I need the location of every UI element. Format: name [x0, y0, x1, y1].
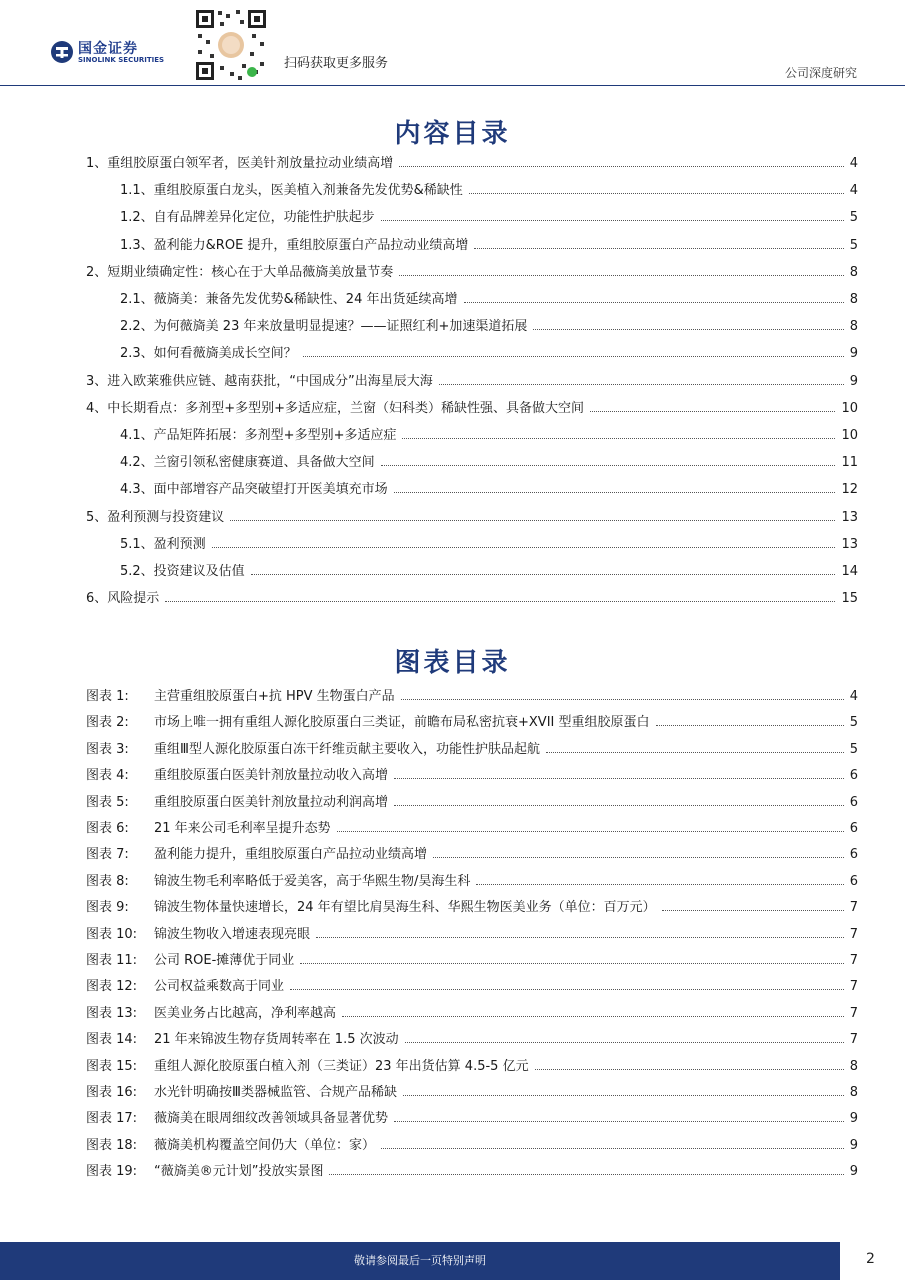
toc-entry-page: 8 [849, 319, 858, 335]
dot-leader [337, 831, 844, 832]
sinolink-logo-icon [50, 40, 74, 64]
figure-title: 水光针明确按Ⅲ类器械监管、合规产品稀缺 [154, 1085, 397, 1100]
toc-entry-title: 5.2、投资建议及估值 [120, 564, 245, 579]
dot-leader [476, 884, 843, 885]
figure-title: 盈利能力提升，重组胶原蛋白产品拉动业绩高增 [154, 847, 428, 863]
figure-page: 6 [849, 794, 858, 810]
figure-entry[interactable] [86, 1163, 858, 1181]
figure-number: 图表 8: [86, 873, 129, 889]
figure-page: 8 [849, 1085, 858, 1100]
dot-leader [251, 574, 836, 575]
dot-leader [401, 699, 844, 700]
toc-entry-title: 3、进入欧莱雅供应链、越南获批，“中国成分”出海星辰大海 [86, 373, 433, 389]
figure-page: 9 [849, 1137, 858, 1153]
figure-entry[interactable] [86, 688, 858, 706]
figure-number: 图表 13: [86, 1005, 138, 1021]
figure-number: 图表 3: [86, 741, 129, 757]
dot-leader [405, 1042, 844, 1043]
dot-leader [381, 220, 844, 221]
dot-leader [329, 1174, 843, 1175]
toc-entry-page: 11 [841, 455, 858, 471]
dot-leader [439, 384, 844, 385]
dot-leader [290, 989, 844, 990]
figure-page: 6 [849, 768, 858, 784]
report-type-label: 公司深度研究 [784, 66, 857, 80]
toc-entry-title: 4.2、兰窗引领私密健康赛道、具备做大空间 [120, 455, 375, 471]
figure-entry[interactable] [86, 1137, 858, 1155]
dot-leader [433, 857, 844, 858]
figure-page: 6 [849, 873, 858, 889]
brand-name-cn: 国金证券 [78, 41, 138, 57]
figure-title: 公司 ROE-摊薄优于同业 [154, 953, 295, 968]
toc-entry-title: 1.1、重组胶原蛋白龙头，医美植入剂兼备先发优势&稀缺性 [120, 183, 463, 199]
toc-entry[interactable] [120, 209, 858, 227]
dot-leader [474, 248, 843, 249]
toc-entry[interactable] [120, 182, 858, 200]
figure-entry[interactable] [86, 1005, 858, 1023]
figure-entry[interactable] [86, 1110, 858, 1128]
toc-entry-page: 15 [841, 591, 858, 607]
dot-leader [230, 520, 835, 521]
dot-leader [394, 492, 836, 493]
dot-leader [403, 1095, 844, 1096]
figure-number: 图表 16: [86, 1085, 138, 1100]
dot-leader [533, 329, 843, 330]
figure-entry[interactable] [86, 1058, 858, 1076]
toc-entry-page: 10 [841, 428, 858, 443]
dot-leader [546, 752, 844, 753]
toc-entry[interactable] [120, 427, 858, 445]
qr-caption: 扫码获取更多服务 [284, 56, 389, 71]
figure-number: 图表 9: [86, 900, 129, 916]
figure-title: 锦波生物体量快速增长，24 年有望比肩昊海生科、华熙生物医美业务（单位：百万元） [154, 900, 656, 916]
toc-entry-title: 4.3、面中部增容产品突破望打开医美填充市场 [120, 482, 388, 498]
figure-entry[interactable] [86, 767, 858, 785]
dot-leader [381, 465, 836, 466]
figure-number: 图表 4: [86, 768, 129, 784]
figure-entry[interactable] [86, 873, 858, 891]
figure-entry[interactable] [86, 899, 858, 917]
page-footer [0, 1242, 905, 1280]
figure-entry[interactable] [86, 978, 858, 996]
figure-entry[interactable] [86, 952, 858, 970]
toc-entry-title: 1、重组胶原蛋白领军者，医美针剂放量拉动业绩高增 [86, 156, 394, 171]
dot-leader [300, 963, 843, 964]
dot-leader [399, 275, 843, 276]
figure-title: 医美业务占比越高，净利率越高 [154, 1005, 337, 1021]
figure-title: 主营重组胶原蛋白+抗 HPV 生物蛋白产品 [154, 689, 395, 704]
figure-number: 图表 17: [86, 1111, 138, 1127]
toc-entry-title: 1.3、盈利能力&ROE 提升，重组胶原蛋白产品拉动业绩高增 [120, 237, 469, 253]
figure-number: 图表 10: [86, 926, 138, 942]
toc-entry-page: 5 [849, 237, 858, 253]
toc-entry-page: 14 [841, 564, 858, 579]
dot-leader [662, 910, 844, 911]
figure-page: 4 [849, 689, 858, 704]
figures-title: 图表目录 [394, 648, 511, 678]
brand-name-en: SINOLINK SECURITIES [78, 56, 165, 64]
figure-entry[interactable] [86, 926, 858, 944]
toc-entry-page: 8 [849, 264, 858, 280]
toc-entry[interactable] [86, 155, 858, 173]
brand-logo [50, 38, 180, 68]
toc-entry[interactable] [120, 291, 858, 309]
toc-entry[interactable] [86, 590, 858, 608]
figure-number: 图表 1: [86, 689, 129, 704]
toc-entry-title: 4.1、产品矩阵拓展：多剂型+多型别+多适应症 [120, 428, 397, 443]
dot-leader [316, 937, 844, 938]
toc-entry-page: 10 [841, 400, 858, 416]
toc-entry-page: 5 [849, 210, 858, 226]
figure-title: 锦波生物收入增速表现亮眼 [154, 926, 311, 942]
figure-title: 21 年来公司毛利率呈提升态势 [154, 821, 331, 836]
page-number: 2 [866, 1251, 875, 1267]
toc-entry-page: 4 [849, 156, 858, 171]
figure-title: 锦波生物毛利率略低于爱美客，高于华熙生物/昊海生科 [154, 873, 471, 889]
figure-title: 重组胶原蛋白医美针剂放量拉动收入高增 [154, 768, 389, 784]
toc-entry[interactable] [86, 509, 858, 527]
figure-number: 图表 15: [86, 1058, 138, 1074]
toc-entry[interactable] [120, 237, 858, 255]
figure-entry[interactable] [86, 714, 858, 732]
figure-title: “薇旖美®元计划”投放实景图 [154, 1164, 324, 1180]
toc-entry[interactable] [86, 400, 858, 418]
toc-entry-title: 2、短期业绩确定性：核心在于大单品薇旖美放量节奏 [86, 264, 394, 280]
dot-leader [656, 725, 844, 726]
figure-page: 8 [849, 1058, 858, 1074]
toc-entry-title: 6、风险提示 [86, 591, 160, 607]
toc-entry[interactable] [120, 345, 858, 363]
dot-leader [303, 356, 844, 357]
dot-leader [464, 302, 844, 303]
figure-page: 6 [849, 847, 858, 863]
qr-code-icon[interactable] [194, 8, 268, 82]
figure-page: 9 [849, 1164, 858, 1180]
toc-entry-page: 8 [849, 292, 858, 307]
figure-number: 图表 14: [86, 1032, 138, 1048]
dot-leader [342, 1016, 844, 1017]
figure-number: 图表 7: [86, 847, 129, 863]
toc-entry[interactable] [120, 563, 858, 581]
toc-entry[interactable] [86, 373, 858, 391]
toc-entry[interactable] [120, 536, 858, 554]
toc-entry-title: 5、盈利预测与投资建议 [86, 509, 225, 525]
figure-page: 7 [849, 900, 858, 916]
toc-entry[interactable] [120, 454, 858, 472]
toc-entry-title: 2.2、为何薇旖美 23 年来放量明显提速？——证照红利+加速渠道拓展 [120, 319, 528, 335]
toc-entry[interactable] [120, 318, 858, 336]
dot-leader [394, 778, 844, 779]
figure-number: 图表 6: [86, 821, 129, 836]
figure-page: 7 [849, 979, 858, 995]
figure-page: 7 [849, 926, 858, 942]
figure-page: 6 [849, 821, 858, 836]
toc-entry-page: 13 [841, 536, 858, 552]
toc-entry[interactable] [120, 481, 858, 499]
figure-entry[interactable] [86, 1084, 858, 1102]
dot-leader [394, 805, 844, 806]
figure-entry[interactable] [86, 846, 858, 864]
toc-entry-title: 4、中长期看点：多剂型+多型别+多适应症，兰窗（妇科类）稀缺性强、具备做大空间 [86, 400, 585, 416]
figure-title: 薇旖美在眼周细纹改善领域具备显著优势 [154, 1111, 389, 1127]
dot-leader [381, 1148, 844, 1149]
figure-title: 重组胶原蛋白医美针剂放量拉动利润高增 [154, 794, 389, 810]
figure-page: 5 [849, 741, 858, 757]
figure-title: 薇旖美机构覆盖空间仍大（单位：家） [154, 1137, 376, 1153]
figure-page: 9 [849, 1111, 858, 1127]
figure-entry[interactable] [86, 820, 858, 838]
dot-leader [212, 547, 836, 548]
figure-page: 5 [849, 715, 858, 731]
toc-entry[interactable] [86, 264, 858, 282]
toc-entry-page: 12 [841, 482, 858, 498]
dot-leader [165, 601, 835, 602]
page-header [0, 0, 905, 86]
dot-leader [590, 411, 835, 412]
figure-page: 7 [849, 953, 858, 968]
toc-entry-title: 2.1、薇旖美：兼备先发优势&稀缺性、24 年出货延续高增 [120, 292, 458, 307]
figure-title: 21 年来锦波生物存货周转率在 1.5 次波动 [154, 1032, 399, 1048]
figure-title: 重组Ⅲ型人源化胶原蛋白冻干纤维贡献主要收入，功能性护肤品起航 [154, 741, 540, 757]
figure-number: 图表 2: [86, 715, 129, 731]
toc-entry-title: 2.3、如何看薇旖美成长空间？ [120, 346, 297, 362]
dot-leader [399, 166, 843, 167]
toc-entry-title: 5.1、盈利预测 [120, 536, 206, 552]
toc-entry-page: 9 [849, 373, 858, 389]
figure-entry[interactable] [86, 741, 858, 759]
toc-entry-page: 4 [849, 183, 858, 199]
dot-leader [394, 1121, 844, 1122]
figure-number: 图表 18: [86, 1137, 138, 1153]
dot-leader [402, 438, 835, 439]
figure-title: 公司权益乘数高于同业 [154, 979, 285, 995]
figure-number: 图表 5: [86, 794, 129, 810]
figure-page: 7 [849, 1005, 858, 1021]
figure-entry[interactable] [86, 1031, 858, 1049]
dot-leader [535, 1069, 844, 1070]
toc-entry-page: 13 [841, 509, 858, 525]
toc-entry-title: 1.2、自有品牌差异化定位，功能性护肤起步 [120, 210, 375, 226]
toc-entry-page: 9 [849, 346, 858, 362]
figure-entry[interactable] [86, 794, 858, 812]
figure-number: 图表 11: [86, 953, 138, 968]
figure-title: 重组人源化胶原蛋白植入剂（三类证）23 年出货估算 4.5-5 亿元 [154, 1058, 529, 1074]
dot-leader [469, 193, 844, 194]
figure-title: 市场上唯一拥有重组人源化胶原蛋白三类证，前瞻布局私密抗衰+XVII 型重组胶原蛋白 [154, 715, 650, 731]
footer-disclaimer: 敬请参阅最后一页特别声明 [354, 1254, 486, 1267]
toc-title: 内容目录 [394, 119, 511, 149]
header-divider [0, 85, 905, 86]
figure-page: 7 [849, 1032, 858, 1048]
figure-number: 图表 12: [86, 979, 138, 995]
figure-number: 图表 19: [86, 1164, 138, 1180]
